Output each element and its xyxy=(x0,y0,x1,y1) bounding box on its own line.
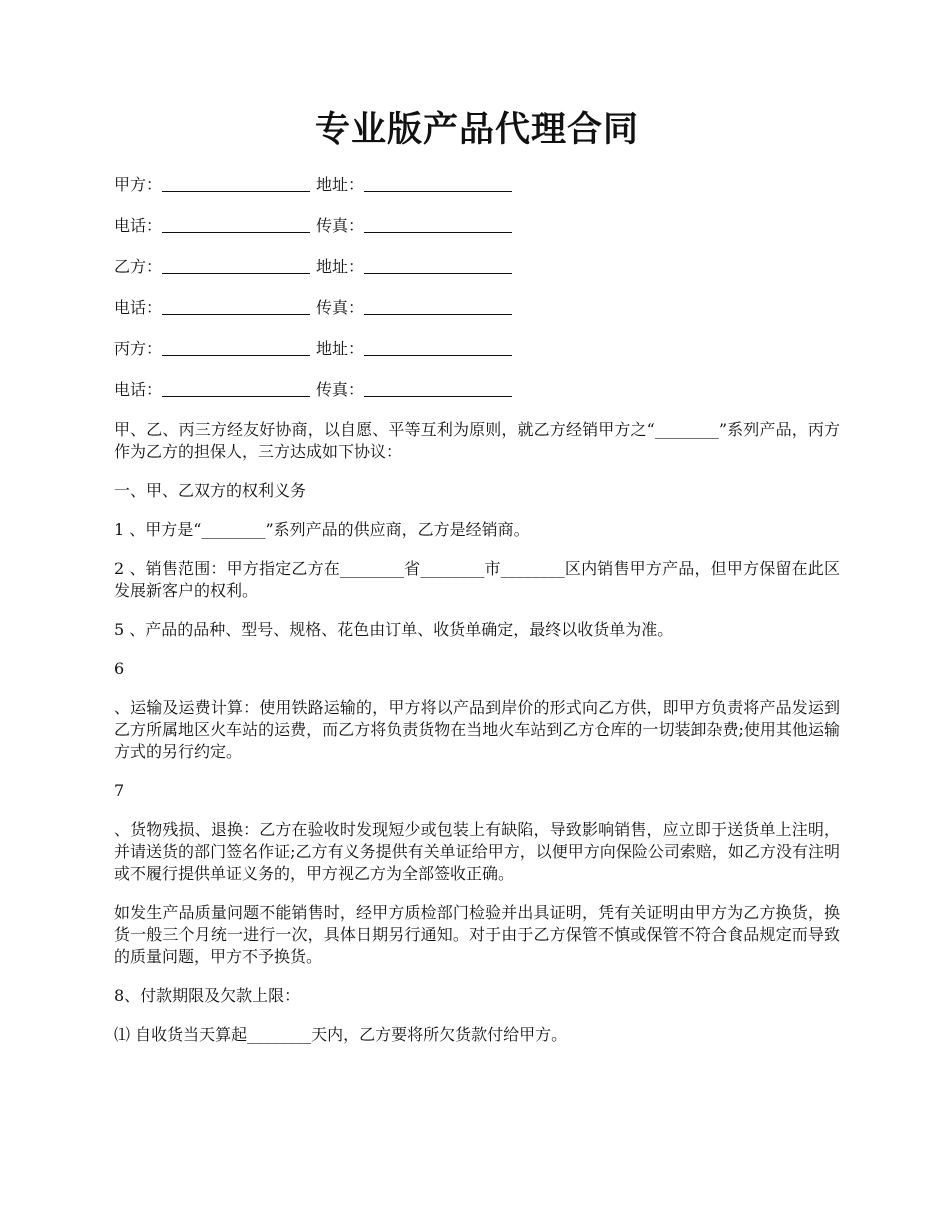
quality-paragraph: 如发生产品质量问题不能销售时，经甲方质检部门检验并出具证明，凭有关证明由甲方为乙方换货，换货一般三个月统一进行一次，具体日期另行通知。对于由于乙方保管不慎或保管不符合食品规定而导致的质量问题，甲方不予换货。 xyxy=(114,903,840,967)
party-b-address-blank xyxy=(364,255,512,274)
party-b-phone-row xyxy=(114,296,840,320)
party-b-fax-label: 传真： xyxy=(316,298,365,318)
party-c-fax-label: 传真： xyxy=(316,380,365,400)
document-title: 专业版产品代理合同 xyxy=(314,109,639,150)
party-a-phone-label: 电话： xyxy=(114,216,163,236)
party-a-fax-blank xyxy=(364,214,512,233)
contract-page xyxy=(114,106,840,1063)
clause-7: 、货物残损、退换：乙方在验收时发现短少或包装上有缺陷，导致影响销售，应立即于送货单上注明，并请送货的部门签名作证;乙方有义务提供有关单证给甲方，以便甲方向保险公司索赔，如乙方没有注明或不履行提供单证义务的，甲方视乙方为全部签收正确。 xyxy=(114,820,840,884)
party-a-address-blank xyxy=(364,173,512,192)
clause-2: 2 、销售范围：甲方指定乙方在________省________市________区内销售甲方产品，但甲方保留在此区发展新客户的权利。 xyxy=(114,559,840,601)
party-b-blank xyxy=(162,255,310,274)
intro-paragraph: 甲、乙、丙三方经友好协商，以自愿、平等互利为原则，就乙方经销甲方之“________”系列产品，丙方作为乙方的担保人，三方达成如下协议： xyxy=(114,420,840,462)
clause-7-number: 7 xyxy=(114,781,125,801)
party-b-phone-label: 电话： xyxy=(114,298,163,318)
clause-6: 、运输及运费计算：使用铁路运输的，甲方将以产品到岸价的形式向乙方供，即甲方负责将产品发运到乙方所属地区火车站的运费，而乙方将负责货物在当地火车站到乙方仓库的一切装卸杂费;使用其他运输方式的另行约定。 xyxy=(114,698,840,762)
clause-5: 5 、产品的品种、型号、规格、花色由订单、收货单确定，最终以收货单为准。 xyxy=(114,620,674,640)
party-b-label: 乙方： xyxy=(114,257,163,277)
party-a-label: 甲方： xyxy=(114,175,163,195)
party-c-address-blank xyxy=(364,337,512,356)
party-b-phone-blank xyxy=(162,296,310,315)
section-heading-rights: 一、甲、乙双方的权利义务 xyxy=(114,481,307,501)
party-a-phone-row xyxy=(114,214,840,238)
party-a-phone-blank xyxy=(162,214,310,233)
party-c-phone-row xyxy=(114,378,840,402)
party-b-address-label: 地址： xyxy=(316,257,365,277)
party-a-fax-label: 传真： xyxy=(316,216,365,236)
party-c-address-label: 地址： xyxy=(316,339,365,359)
party-a-blank xyxy=(162,173,310,192)
party-a-field-row xyxy=(114,173,840,197)
party-c-phone-label: 电话： xyxy=(114,380,163,400)
clause-1: 1 、甲方是“________”系列产品的供应商，乙方是经销商。 xyxy=(114,520,530,540)
party-c-fax-blank xyxy=(364,378,512,397)
party-a-address-label: 地址： xyxy=(316,175,365,195)
clause-8-item-1: ⑴ 自收货当天算起________天内，乙方要将所欠货款付给甲方。 xyxy=(114,1025,568,1045)
party-c-phone-blank xyxy=(162,378,310,397)
party-b-fax-blank xyxy=(364,296,512,315)
party-c-field-row xyxy=(114,337,840,361)
party-c-label: 丙方： xyxy=(114,339,163,359)
clause-8-heading: 8、付款期限及欠款上限： xyxy=(114,986,301,1006)
clause-6-number: 6 xyxy=(114,659,125,679)
party-b-field-row xyxy=(114,255,840,279)
party-c-blank xyxy=(162,337,310,356)
